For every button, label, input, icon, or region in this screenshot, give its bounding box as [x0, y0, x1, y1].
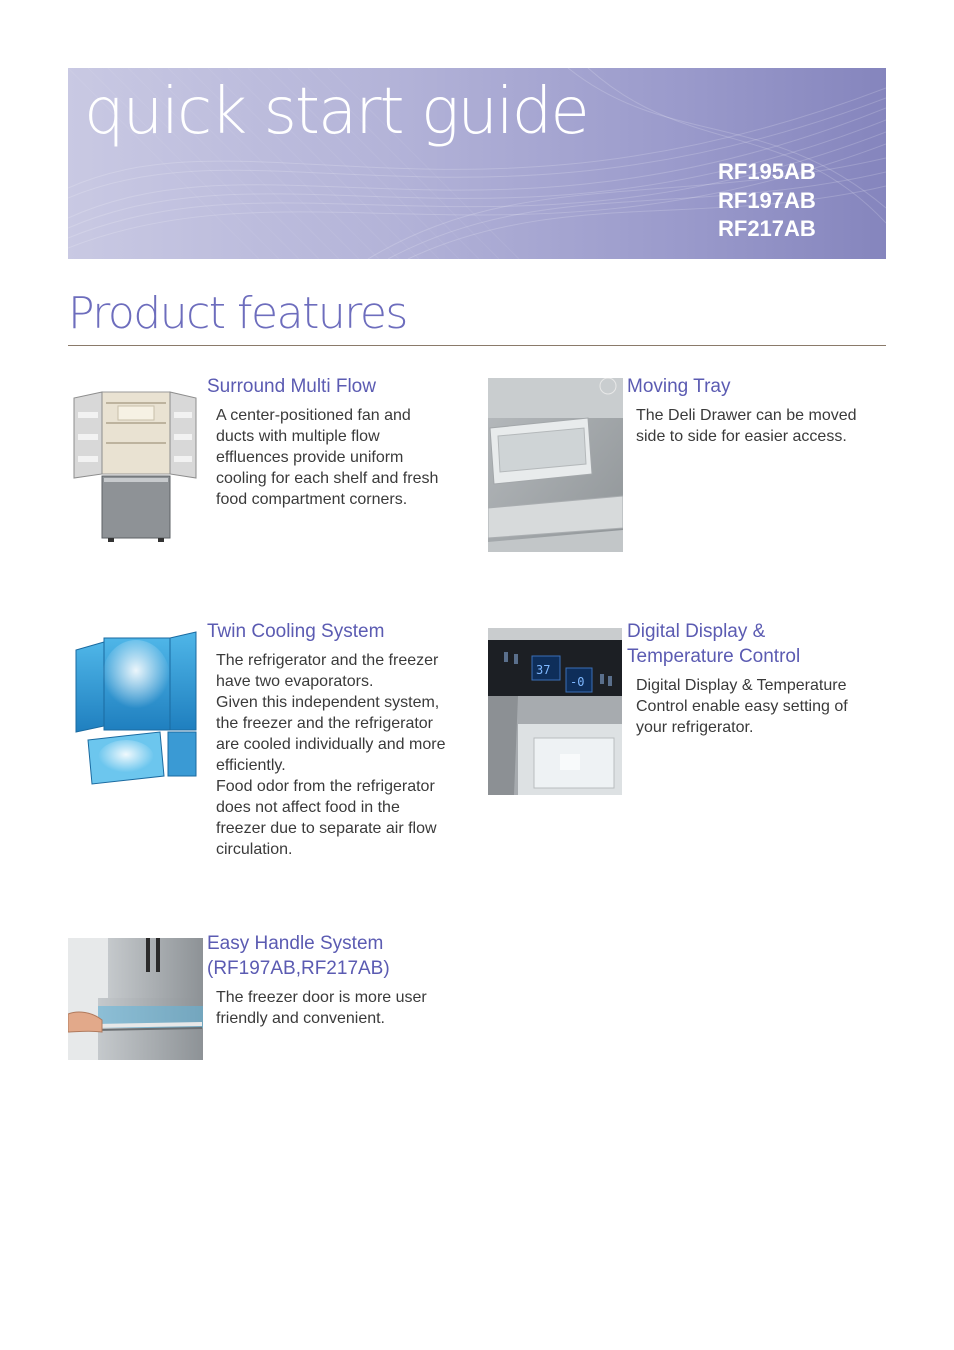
feature-twin-cooling-system [207, 619, 467, 860]
svg-text:37: 37 [536, 663, 551, 677]
header-banner [68, 68, 886, 259]
model-number: RF195AB [718, 159, 816, 184]
feature-digital-display [627, 619, 887, 738]
fridge-open-icon [68, 378, 202, 545]
model-number: RF217AB [718, 216, 816, 241]
model-number: RF197AB [718, 187, 816, 213]
twin-cooling-icon [68, 628, 202, 788]
handle-icon [68, 938, 203, 1060]
guide-title: quick start guide [84, 75, 588, 149]
feature-moving-tray [627, 374, 887, 447]
feature-description: A center-positioned fan and ducts with multiple flow effluences provide uniform cooling for each shelf and fresh food compartment corners. [216, 407, 439, 508]
deli-drawer-icon [488, 378, 623, 552]
feature-surround-multi-flow [207, 374, 467, 510]
feature-title: Surround Multi Flow [207, 376, 376, 397]
feature-title: Twin Cooling System [207, 621, 385, 642]
section-title: Product features [68, 288, 407, 339]
feature-easy-handle-system [207, 931, 467, 1029]
digital-display-icon [488, 628, 622, 795]
feature-title: Easy Handle System (RF197AB,RF217AB) [207, 933, 390, 979]
svg-text:-0: -0 [570, 675, 585, 689]
feature-title: Moving Tray [627, 376, 731, 397]
feature-title: Digital Display & Temperature Control [627, 621, 801, 667]
feature-description: Digital Display & Temperature Control enable easy setting of your refrigerator. [636, 677, 848, 736]
feature-description: The Deli Drawer can be moved side to side for easier access. [636, 407, 857, 445]
feature-description: The refrigerator and the freezer have two evaporators. Given this independent system, the freezer and the refrigerator are cooled individually and more efficiently. Food odor from the refrigerator does not affect food in the freezer due to separate air flow circulation. [216, 652, 446, 858]
feature-description: The freezer door is more user friendly and convenient. [216, 989, 427, 1027]
model-list [718, 158, 816, 244]
section-divider [68, 345, 886, 346]
